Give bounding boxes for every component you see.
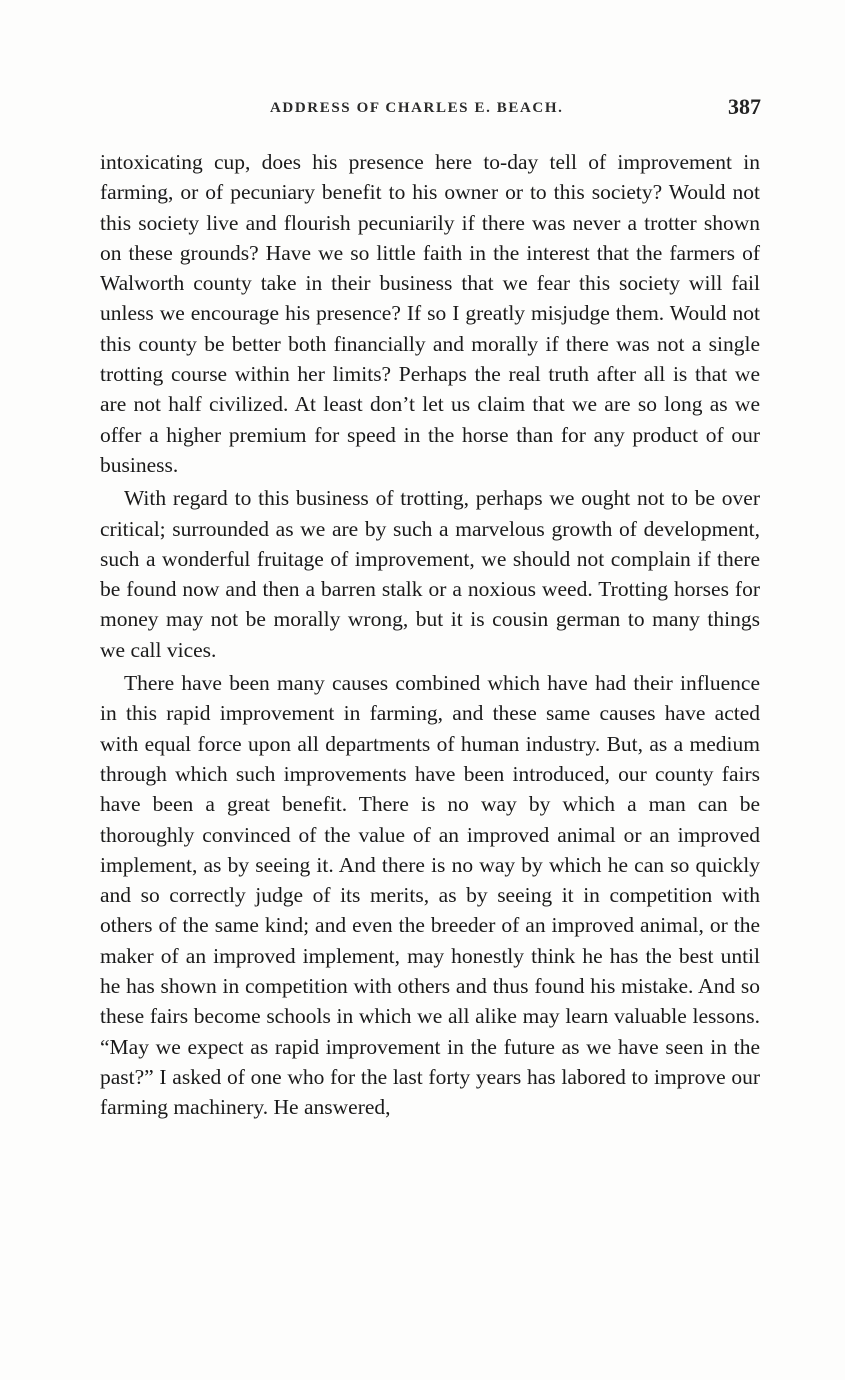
paragraph-trotting: With regard to this business of trotting, perhaps we ought not to be over critical; surrounded as we are by such a marvelous growth of development, such a wonderful fruitage of improvement, we should not complain if there be found now and then a barren stalk or a noxious weed. Trotting horses for money may not be morally wrong, but it is cousin german to many things we call vices. — [100, 486, 760, 662]
page-number: 387 — [728, 94, 761, 119]
running-header — [100, 96, 765, 126]
body-text — [100, 147, 760, 1123]
paragraph-county-fairs: There have been many causes combined which have had their influence in this rapid improvement in farming, and these same causes have acted with equal force upon all departments of human industry. But, as a medium through which such improvements have been introduced, our county fairs have been a great benefit. There is no way by which a man can be thoroughly convinced of the value of an improved animal or an improved implement, as by seeing it. And there is no way by which he can so quickly and so correctly judge of its merits, as by seeing it in competition with others of the same kind; and even the breeder of an improved animal, or the maker of an improved implement, may honestly think he has the best until he has shown in competition with others and thus found his mistake. And so these fairs become schools in which we all alike may learn valuable lessons. “May we expect as rapid improvement in the future as we have seen in the past?” I asked of one who for the last forty years has labored to improve our farming machinery. He answered, — [100, 671, 760, 1120]
running-title: ADDRESS OF CHARLES E. BEACH. — [270, 100, 564, 116]
paragraph-continued: intoxicating cup, does his presence here to-day tell of improvement in farming, or of pecuniary benefit to his owner or to this society? Would not this society live and flourish pecuniarily if there was never a trotter shown on these grounds? Have we so little faith in the interest that the farmers of Walworth county take in their business that we fear this society will fail unless we encourage his presence? If so I greatly misjudge them. Would not this county be better both financially and morally if there was not a single trotting course within her limits? Perhaps the real truth after all is that we are not half civilized. At least don’t let us claim that we are so long as we offer a higher premium for speed in the horse than for any product of our business. — [100, 150, 760, 477]
